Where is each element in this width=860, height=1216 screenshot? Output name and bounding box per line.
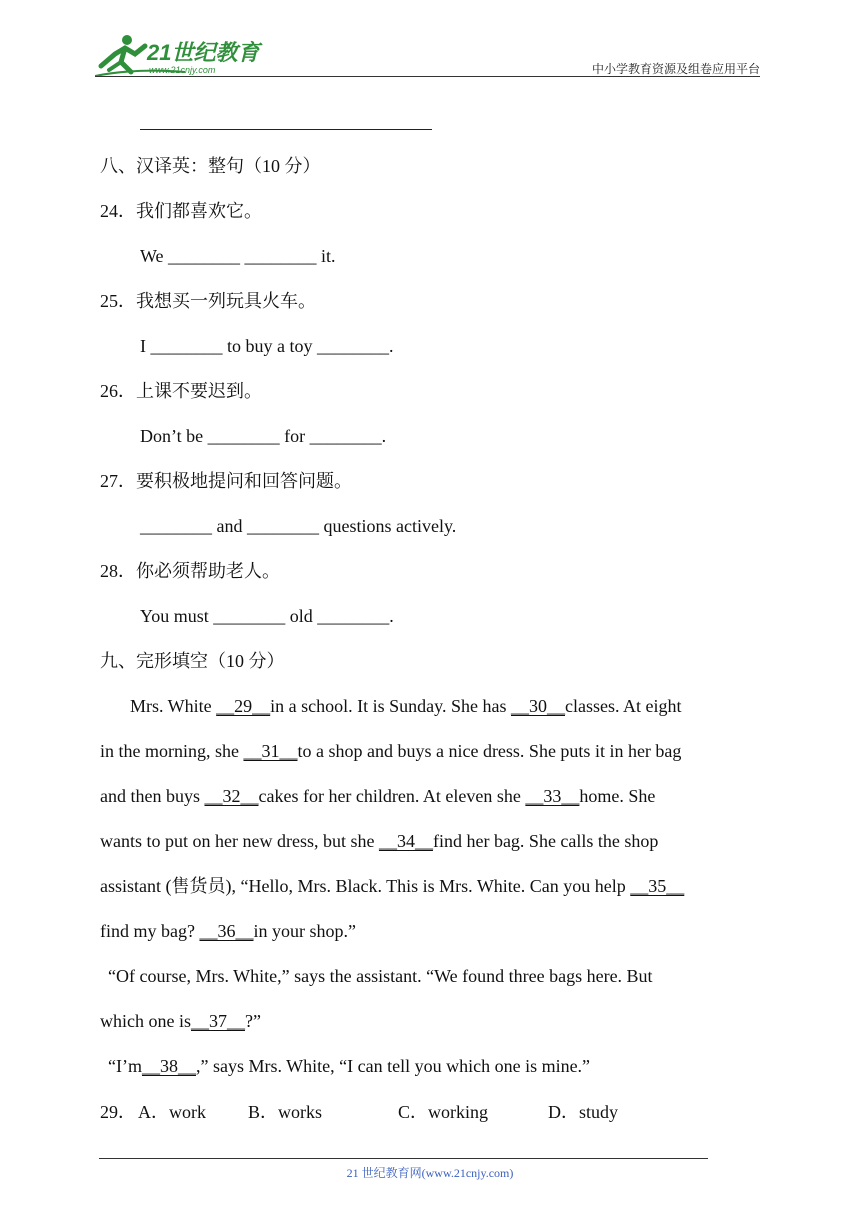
question-26-en: Don’t be ________ for ________. [140,426,387,446]
blank-35: __35__ [630,876,685,896]
option-a: A．work [138,1102,206,1122]
question-27-cn: 27．要积极地提问和回答问题。 [100,471,352,491]
question-29-number: 29． [100,1102,136,1122]
blank-34: __34__ [378,831,433,851]
question-26-cn: 26．上课不要迟到。 [100,381,262,401]
cloze-text: to a shop and buys a nice dress. She puts it in her bag [297,741,682,761]
svg-text:www.21cnjy.com: www.21cnjy.com [149,65,216,75]
footer-text: 21 世纪教育网(www.21cnjy.com) [346,1166,514,1180]
cloze-text: in the morning, she [100,741,244,761]
cloze-line-9 [108,1055,590,1077]
cloze-text: assistant (售货员), “Hello, Mrs. Black. This is Mrs. White. Can you help [100,876,631,896]
cloze-line-6 [100,920,356,942]
cloze-line-2 [100,740,681,762]
cloze-text: “I’m [108,1056,142,1076]
cloze-line-5 [100,875,684,897]
cloze-line-3 [100,785,655,807]
cloze-text: ,” says Mrs. White, “I can tell you which one is mine.” [195,1056,591,1076]
header-platform-text: 中小学教育资源及组卷应用平台 [591,62,760,76]
cloze-line-7: “Of course, Mrs. White,” says the assistant. “We found three bags here. But [108,966,653,986]
blank-33: __33__ [525,786,580,806]
blank-37: __37__ [190,1011,245,1031]
cloze-text: cakes for her children. At eleven she [258,786,526,806]
section-8-title: 八、汉译英：整句（10 分） [100,156,321,176]
blank-36: __36__ [199,921,254,941]
option-c: C．working [398,1102,488,1122]
question-25-cn: 25．我想买一列玩具火车。 [100,291,316,311]
cloze-text: home. She [579,786,656,806]
question-25-en: I ________ to buy a toy ________. [140,336,394,356]
question-24-cn: 24．我们都喜欢它。 [100,201,262,221]
footer-divider [99,1158,708,1159]
cloze-text: find her bag. She calls the shop [432,831,659,851]
page-header [95,32,760,80]
cloze-line-8 [100,1010,261,1032]
question-27-en: ________ and ________ questions actively. [140,516,457,536]
question-28-cn: 28．你必须帮助老人。 [100,561,280,581]
answer-blank-line [140,129,432,130]
option-b: B．works [248,1102,323,1122]
blank-29: __29__ [216,696,271,716]
cloze-text: classes. At eight [564,696,682,716]
cloze-text: Mrs. White [130,696,217,716]
blank-38: __38__ [141,1056,196,1076]
option-d: D．study [548,1102,619,1122]
svg-text:21世纪教育: 21世纪教育 [147,40,260,65]
cloze-text: in your shop.” [253,921,356,941]
cloze-text: ?” [244,1011,261,1031]
cloze-line-4 [100,830,658,852]
blank-30: __30__ [510,696,565,716]
cloze-text: and then buys [100,786,205,806]
cloze-text: in a school. It is Sunday. She has [270,696,511,716]
blank-32: __32__ [204,786,259,806]
site-logo [95,32,265,78]
cloze-line-1 [130,695,681,717]
question-24-en: We ________ ________ it. [140,246,336,266]
blank-31: __31__ [243,741,298,761]
cloze-text: which one is [100,1011,191,1031]
section-9-title: 九、完形填空（10 分） [100,651,285,671]
question-28-en: You must ________ old ________. [140,606,394,626]
runner-logo-icon [95,32,265,78]
cloze-text: find my bag? [100,921,200,941]
header-divider [95,76,760,77]
cloze-text: wants to put on her new dress, but she [100,831,379,851]
